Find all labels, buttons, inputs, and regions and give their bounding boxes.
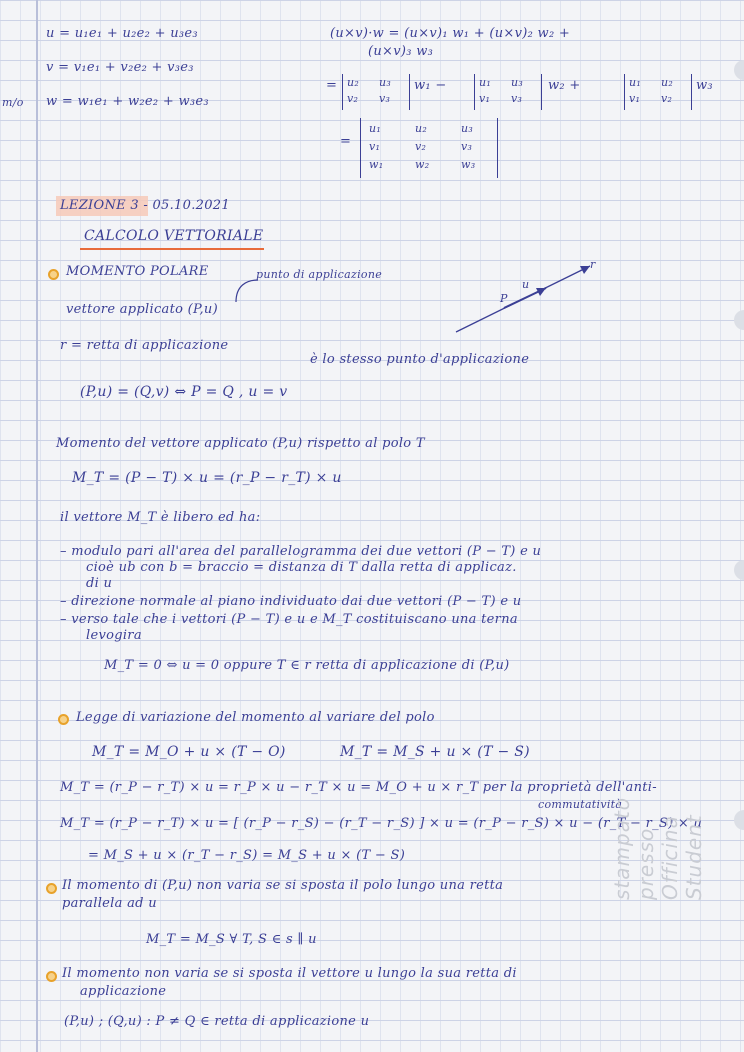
momento-definizione: Momento del vettore applicato (P,u) rispetto al polo T	[56, 436, 425, 451]
proprieta-2-line2: applicazione	[80, 984, 167, 999]
annotation-arrow	[228, 276, 264, 306]
legge-formula-S: M_T = M_S + u × (T − S)	[340, 744, 530, 760]
stesso-punto-note: è lo stesso punto d'applicazione	[310, 352, 530, 367]
proprieta-1-line2: parallela ad u	[62, 896, 157, 911]
minor-2-tail: w₂ +	[548, 78, 581, 93]
punch-hole	[734, 560, 744, 580]
lesson-label: LEZIONE 3 - 05.10.2021	[60, 198, 230, 213]
proprieta-2-line1: Il momento non varia se si sposta il vettore u lungo la sua retta di	[62, 966, 517, 981]
def-w: w = w₁e₁ + w₂e₂ + w₃e₃	[46, 94, 209, 109]
sketch-P: P	[500, 292, 508, 305]
legge-formula-O: M_T = M_O + u × (T − O)	[92, 744, 286, 760]
minor-3-tail: w₃	[696, 78, 713, 93]
title-underline	[80, 248, 264, 250]
triple-product-rhs-cont: (u×v)₃ w₃	[368, 44, 434, 59]
punch-hole	[734, 310, 744, 330]
momento-nullo: M_T = 0 ⇔ u = 0 oppure T ∈ r retta di applicazione di (P,u)	[104, 658, 510, 673]
minor-1-tail: w₁ −	[414, 78, 447, 93]
bullet-icon	[46, 971, 57, 982]
verso-line2: levogira	[86, 628, 142, 643]
derivation-1-note: commutatività	[538, 798, 623, 811]
margin-line	[36, 0, 38, 1052]
proprieta-1-line1: Il momento di (P,u) non varia se si sposta il polo lungo una retta	[62, 878, 504, 893]
bullet-icon	[58, 714, 69, 725]
direzione: – direzione normale al piano individuato dai due vettori (P − T) e u	[60, 594, 522, 609]
vettore-libero: il vettore M_T è libero ed ha:	[60, 510, 261, 525]
minor-1: u₂ u₃ v₂ v₃	[342, 74, 410, 110]
formula-MT: M_T = (P − T) × u = (r_P − r_T) × u	[72, 470, 342, 486]
vettore-applicato: vettore applicato (P,u)	[66, 302, 218, 317]
expansion-eq: =	[326, 78, 338, 93]
lesson-title: CALCOLO VETTORIALE	[84, 228, 264, 244]
determinant-3x3: u₁ u₂ u₃ v₁ v₂ v₃ w₁ w₂ w₃	[360, 118, 498, 178]
vector-sketch-icon	[450, 256, 610, 340]
modulo-line2: cioè ub con b = braccio = distanza di T dalla retta di applicaz.	[86, 560, 517, 575]
proprieta-2-formula: (P,u) ; (Q,u) : P ≠ Q ∈ retta di applicazione u	[64, 1014, 370, 1029]
watermark: stampato presso Officina Student	[610, 796, 706, 900]
derivation-1: M_T = (r_P − r_T) × u = r_P × u − r_T × u = M_O + u × r_T per la proprietà dell'anti-	[60, 780, 657, 795]
def-u: u = u₁e₁ + u₂e₂ + u₃e₃	[46, 26, 198, 41]
punch-hole	[734, 810, 744, 830]
equivalenza: (P,u) = (Q,v) ⇔ P = Q , u = v	[80, 384, 288, 400]
retta-applicazione: r = retta di applicazione	[60, 338, 229, 353]
punch-hole	[734, 60, 744, 80]
derivation-3: = M_S + u × (r_T − r_S) = M_S + u × (T − S)	[88, 848, 406, 863]
proprieta-1-formula: M_T = M_S ∀ T, S ∈ s ∥ u	[146, 932, 317, 947]
sketch-r: r	[590, 258, 596, 271]
modulo-line3: di u	[86, 576, 113, 591]
momento-heading: MOMENTO POLARE	[66, 264, 209, 279]
legge-heading: Legge di variazione del momento al variare del polo	[76, 710, 435, 725]
triple-product-rhs: (u×v)·w = (u×v)₁ w₁ + (u×v)₂ w₂ +	[330, 26, 571, 41]
derivation-2: M_T = (r_P − r_T) × u = [ (r_P − r_S) − (r_T − r_S) ] × u = (r_P − r_S) × u − (r_T − r_S) × u	[60, 816, 703, 831]
def-v: v = v₁e₁ + v₂e₂ + v₃e₃	[46, 60, 194, 75]
minor-3: u₁ u₂ v₁ v₂	[624, 74, 692, 110]
modulo-line1: – modulo pari all'area del parallelogramma dei due vettori (P − T) e u	[60, 544, 542, 559]
margin-note: m/o	[2, 96, 24, 109]
bullet-icon	[46, 883, 57, 894]
bullet-icon	[48, 269, 59, 280]
minor-2: u₁ u₃ v₁ v₃	[474, 74, 542, 110]
det-eq: =	[340, 134, 352, 149]
annotation-applicazione: punto di applicazione	[256, 268, 383, 281]
sketch-u: u	[522, 278, 530, 291]
verso-line1: – verso tale che i vettori (P − T) e u e M_T costituiscano una terna	[60, 612, 518, 627]
